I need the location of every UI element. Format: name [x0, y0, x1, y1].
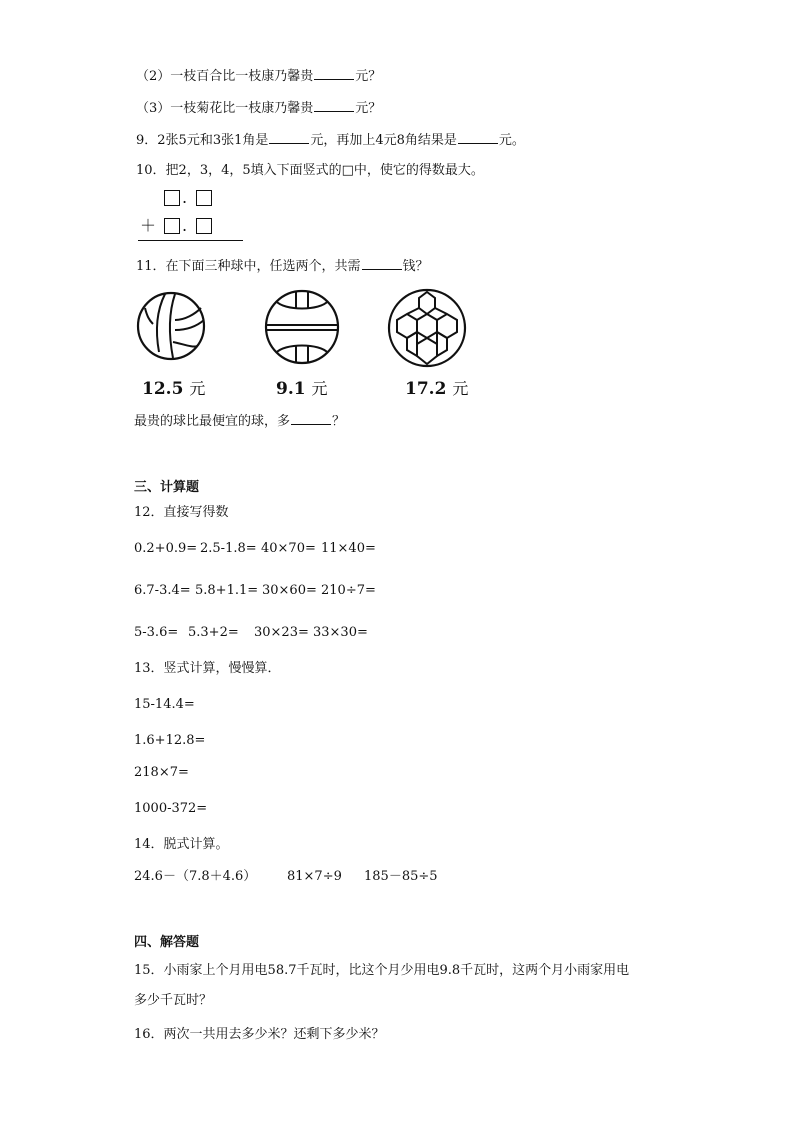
q9-text-b: 元，再加上4元8角结果是	[310, 133, 457, 148]
answer-blank[interactable]	[314, 67, 354, 80]
expression: 218×7=	[134, 765, 189, 780]
answer-blank[interactable]	[314, 99, 354, 112]
expression: 210÷7=	[321, 583, 376, 598]
q10-text: 10．把2，3，4，5填入下面竖式的□中，使它的得数最大。	[136, 163, 484, 178]
expression: 5.3+2=	[188, 625, 239, 640]
expression: 6.7-3.4=	[134, 583, 191, 598]
answer-blank[interactable]	[291, 412, 331, 425]
digit-box[interactable]	[196, 218, 212, 234]
digit-box[interactable]	[196, 190, 212, 206]
volleyball-price: 12.5 元	[142, 379, 206, 399]
q14-title: 14．脱式计算。	[134, 837, 229, 852]
expression: 1.6+12.8=	[134, 733, 206, 748]
expression: 30×60=	[262, 583, 317, 598]
expression: 5.8+1.1=	[195, 583, 259, 598]
q12-title: 12．直接写得数	[134, 505, 229, 520]
expression: 30×23=	[254, 625, 309, 640]
expression: 1000-372=	[134, 801, 208, 816]
q11-text: 11．在下面三种球中，任选两个，共需	[136, 259, 361, 274]
q8-part3-text: （3）一枝菊花比一枝康乃馨贵	[136, 101, 314, 116]
q9	[136, 131, 525, 149]
digit-box[interactable]	[164, 218, 180, 234]
expression: 11×40=	[321, 541, 376, 556]
q13-title: 13．竖式计算，慢慢算．	[134, 661, 281, 676]
basketball-price: 9.1 元	[276, 379, 328, 399]
decimal-point: .	[182, 188, 188, 207]
q11-followup-suffix: ？	[332, 414, 346, 429]
q8-part3	[136, 99, 381, 117]
q8-part2-suffix: 元？	[355, 69, 382, 84]
expression: 15-14.4=	[134, 697, 195, 712]
volleyball-icon	[135, 290, 207, 362]
answer-blank[interactable]	[362, 257, 402, 270]
q11	[136, 257, 429, 275]
q16-text: 16．两次一共用去多少米？还剩下多少米？	[134, 1027, 385, 1042]
section-heading: 四、解答题	[134, 935, 200, 950]
football-price: 17.2 元	[405, 379, 469, 399]
digit-box[interactable]	[164, 190, 180, 206]
expression: 40×70=	[261, 541, 316, 556]
football-icon	[387, 288, 467, 368]
q8-part2-text: （2）一枝百合比一枝康乃馨贵	[136, 69, 314, 84]
decimal-point: .	[182, 216, 188, 235]
basketball-icon	[262, 289, 342, 365]
q11-suffix: 钱？	[402, 259, 429, 274]
answer-blank[interactable]	[458, 131, 498, 144]
q15-line1: 15．小雨家上个月用电58.7千瓦时，比这个月少用电9.8千瓦时，这两个月小雨家用电	[134, 963, 630, 978]
q9-text-a: 9．2张5元和3张1角是	[136, 133, 269, 148]
expression: 185－85÷5	[364, 869, 438, 884]
q11-followup	[134, 412, 345, 430]
q15-line2: 多少千瓦时？	[134, 993, 213, 1008]
expression: 5-3.6=	[134, 625, 179, 640]
expression: 2.5-1.8=	[200, 541, 257, 556]
expression: 24.6－（7.8＋4.6）	[134, 869, 257, 884]
expression: 0.2+0.9=	[134, 541, 198, 556]
q8-part2	[136, 67, 381, 85]
q8-part3-suffix: 元？	[355, 101, 382, 116]
expression: 81×7÷9	[287, 869, 342, 884]
q9-text-c: 元。	[498, 133, 525, 148]
sum-line	[138, 240, 243, 241]
answer-blank[interactable]	[269, 131, 309, 144]
plus-sign: ＋	[140, 216, 157, 235]
q11-followup-text: 最贵的球比最便宜的球，多	[134, 414, 291, 429]
section-heading: 三、计算题	[134, 480, 200, 495]
expression: 33×30=	[313, 625, 368, 640]
